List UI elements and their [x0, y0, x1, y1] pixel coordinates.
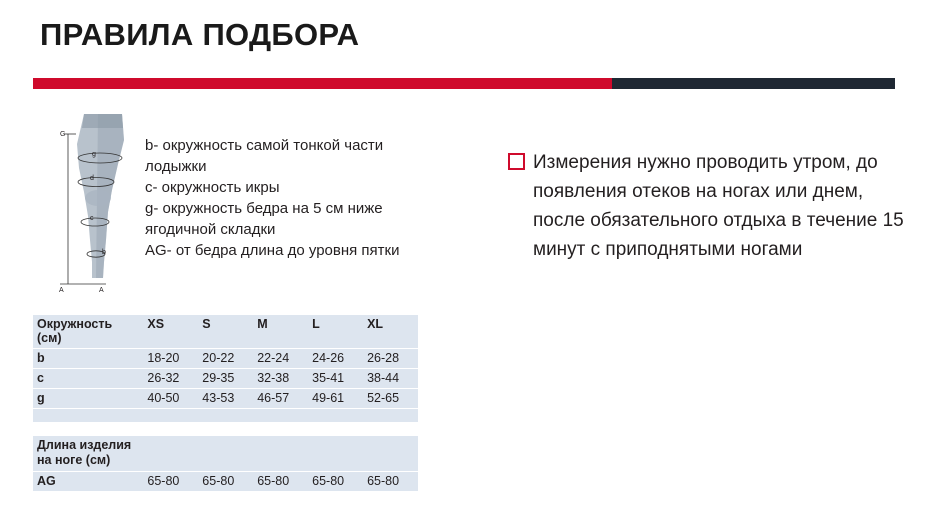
cell-ag-s: 65-80 — [198, 472, 253, 492]
table-section-row — [33, 436, 418, 472]
cell-g-l: 49-61 — [308, 389, 363, 409]
svg-text:G: G — [60, 131, 66, 138]
cell-c-s: 29-35 — [198, 369, 253, 389]
cell-g-xl: 52-65 — [363, 389, 418, 409]
svg-text:A: A — [99, 287, 104, 292]
dark-divider-bar — [612, 78, 895, 89]
cell-b-m: 22-24 — [253, 349, 308, 369]
cell-g-m: 46-57 — [253, 389, 308, 409]
table-header-cell-2: S — [198, 315, 253, 349]
cell-b-l: 24-26 — [308, 349, 363, 369]
legend-line-g: g- окружность бедра на 5 см ниже ягодичной складки — [145, 200, 383, 238]
section-label — [33, 436, 143, 472]
red-divider-bar — [33, 78, 612, 89]
table-header-cell-0: Окружность (см) — [33, 315, 143, 349]
cell-ag-xs: 65-80 — [143, 472, 198, 492]
cell-ag-m: 65-80 — [253, 472, 308, 492]
cell-c-xs: 26-32 — [143, 369, 198, 389]
legend-line-c: c- окружность икры — [145, 179, 280, 196]
cell-ag-xl: 65-80 — [363, 472, 418, 492]
table-header-cell-3: M — [253, 315, 308, 349]
leg-measurement-diagram — [46, 112, 146, 292]
row-label-g: g — [33, 389, 143, 409]
svg-text:b: b — [102, 249, 106, 256]
table-row — [33, 369, 418, 389]
cell-c-xl: 38-44 — [363, 369, 418, 389]
measurement-advice-bullet — [508, 148, 908, 264]
table-row — [33, 389, 418, 409]
cell-c-m: 32-38 — [253, 369, 308, 389]
table-header-cell-5: XL — [363, 315, 418, 349]
table-spacer-row — [33, 409, 418, 423]
row-label-ag: AG — [33, 472, 143, 492]
cell-c-l: 35-41 — [308, 369, 363, 389]
svg-text:g: g — [92, 151, 96, 158]
table-header-cell-4: L — [308, 315, 363, 349]
cell-b-xs: 18-20 — [143, 349, 198, 369]
cell-g-s: 43-53 — [198, 389, 253, 409]
bullet-text: Измерения нужно проводить утром, до появления отеков на ногах или днем, после обязательного отдыха в течение 15 минут с приподнятыми ногами — [533, 152, 904, 260]
bullet-square-icon — [508, 153, 525, 170]
section-label-line1: Длина изделия — [37, 438, 132, 452]
legend-line-b: b- окружность самой тонкой части лодыжки — [145, 137, 384, 175]
row-label-c: c — [33, 369, 143, 389]
page-title: ПРАВИЛА ПОДБОРА — [40, 17, 360, 52]
measurement-legend — [145, 135, 445, 261]
table-row — [33, 472, 418, 492]
size-table-element — [33, 315, 418, 492]
svg-text:d: d — [90, 175, 94, 182]
row-label-b: b — [33, 349, 143, 369]
table-gap-row — [33, 423, 418, 437]
table-header-row — [33, 315, 418, 349]
section-label-line2: на ноге (см) — [37, 453, 111, 467]
cell-g-xs: 40-50 — [143, 389, 198, 409]
legend-line-ag: AG- от бедра длина до уровня пятки — [145, 242, 400, 259]
table-header-cell-1: XS — [143, 315, 198, 349]
cell-b-s: 20-22 — [198, 349, 253, 369]
svg-text:A: A — [59, 287, 64, 292]
cell-b-xl: 26-28 — [363, 349, 418, 369]
svg-text:c: c — [90, 215, 94, 222]
size-table — [33, 315, 418, 492]
table-row — [33, 349, 418, 369]
cell-ag-l: 65-80 — [308, 472, 363, 492]
